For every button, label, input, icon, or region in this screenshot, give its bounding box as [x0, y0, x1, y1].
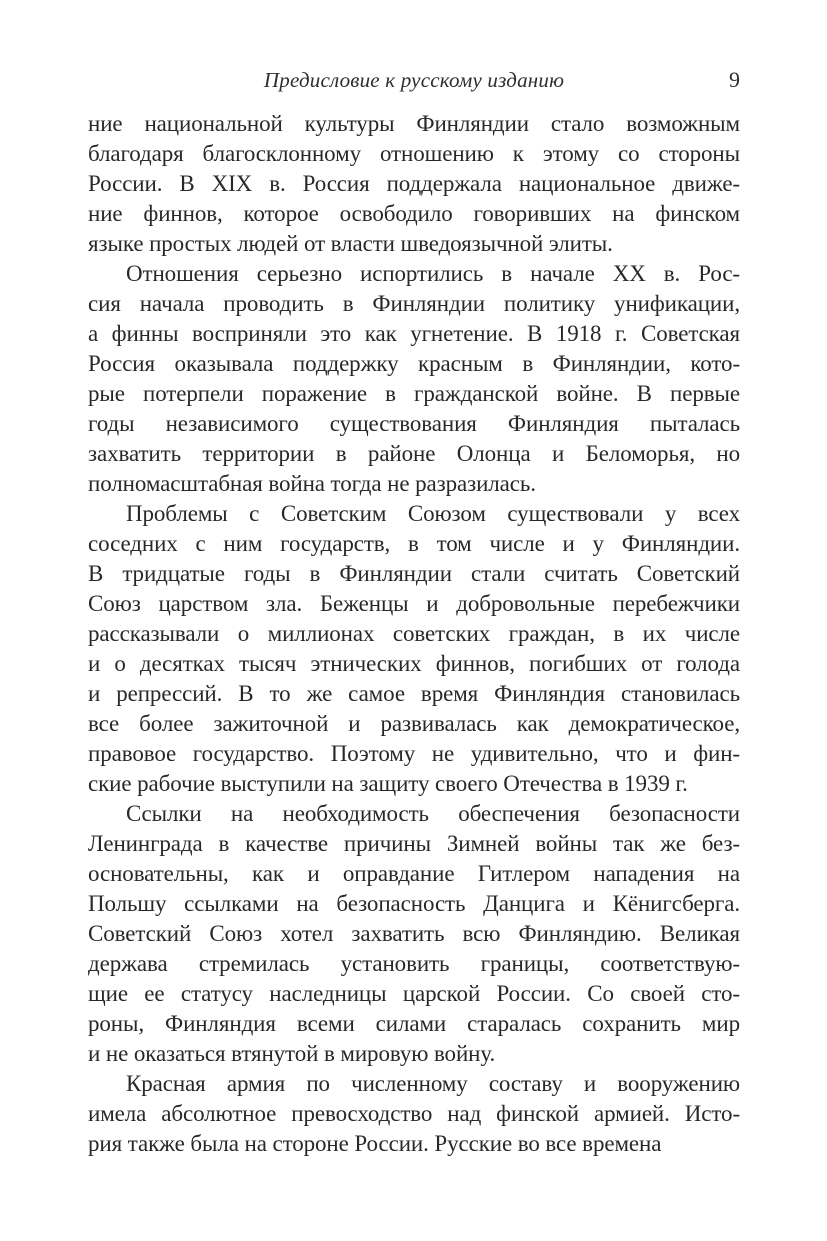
- text-line: правовое государство. Поэтому не удивительно, что и фин-: [88, 741, 740, 766]
- text-line: годы независимого существования Финляндия пыталась: [88, 411, 740, 436]
- text-line: все более зажиточной и развивалась как демократическое,: [88, 711, 740, 736]
- text-line: и не оказаться втянутой в мировую войну.: [88, 1041, 496, 1066]
- text-line: ские рабочие выступили на защиту своего Отечества в 1939 г.: [88, 771, 688, 796]
- running-head-title: Предисловие к русскому изданию: [263, 68, 565, 92]
- text-line: Проблемы с Советским Союзом существовали у всех: [126, 501, 740, 526]
- text-line: Ленинграда в качестве причины Зимней войны так же без-: [88, 831, 740, 856]
- text-line: Красная армия по численному составу и вооружению: [126, 1071, 740, 1096]
- text-line: основательны, как и оправдание Гитлером нападения на: [88, 861, 740, 886]
- paragraph: [88, 109, 740, 259]
- paragraph: [88, 499, 740, 799]
- text-line: Ссылки на необходимость обеспечения безопасности: [126, 801, 740, 826]
- text-line: рия также была на стороне России. Русские во все времена: [88, 1131, 662, 1156]
- text-line: рые потерпели поражение в гражданской войне. В первые: [88, 381, 740, 406]
- text-line: благодаря благосклонному отношению к этому со стороны: [88, 141, 740, 166]
- page-number: 9: [729, 67, 740, 92]
- text-line: сия начала проводить в Финляндии политику унификации,: [88, 291, 740, 316]
- text-line: и о десятках тысяч этнических финнов, погибших от голода: [88, 651, 740, 676]
- text-line: языке простых людей от власти шведоязычной элиты.: [88, 231, 613, 256]
- page-body: [88, 109, 740, 1159]
- text-line: В тридцатые годы в Финляндии стали считать Советский: [88, 561, 740, 586]
- text-line: Россия оказывала поддержку красным в Финляндии, кото-: [88, 351, 740, 376]
- text-line: Польшу ссылками на безопасность Данцига и Кёнигсберга.: [88, 891, 740, 916]
- text-line: имела абсолютное превосходство над финской армией. Исто-: [88, 1101, 740, 1126]
- text-line: соседних с ним государств, в том числе и у Финляндии.: [88, 531, 740, 556]
- text-line: Союз царством зла. Беженцы и добровольные перебежчики: [88, 591, 740, 616]
- text-line: России. В XIX в. Россия поддержала национальное движе-: [88, 171, 740, 196]
- text-line: Советский Союз хотел захватить всю Финляндию. Великая: [88, 921, 740, 946]
- running-head: [88, 66, 740, 96]
- text-line: ние финнов, которое освободило говоривших на финском: [88, 201, 740, 226]
- text-line: полномасштабная война тогда не разразилась.: [88, 471, 536, 496]
- paragraph: [88, 799, 740, 1069]
- text-line: ние национальной культуры Финляндии стало возможным: [88, 111, 740, 136]
- paragraph: [88, 1069, 740, 1159]
- text-line: захватить территории в районе Олонца и Беломорья, но: [88, 441, 740, 466]
- text-line: роны, Финляндия всеми силами старалась сохранить мир: [88, 1011, 740, 1036]
- text-line: держава стремилась установить границы, соответствую-: [88, 951, 740, 976]
- text-line: рассказывали о миллионах советских граждан, в их числе: [88, 621, 740, 646]
- paragraph: [88, 259, 740, 499]
- text-line: а финны восприняли это как угнетение. В 1918 г. Советская: [88, 321, 740, 346]
- text-line: и репрессий. В то же самое время Финляндия становилась: [88, 681, 740, 706]
- text-line: щие ее статусу наследницы царской России. Со своей сто-: [88, 981, 740, 1006]
- text-line: Отношения серьезно испортились в начале XX в. Рос-: [126, 261, 740, 286]
